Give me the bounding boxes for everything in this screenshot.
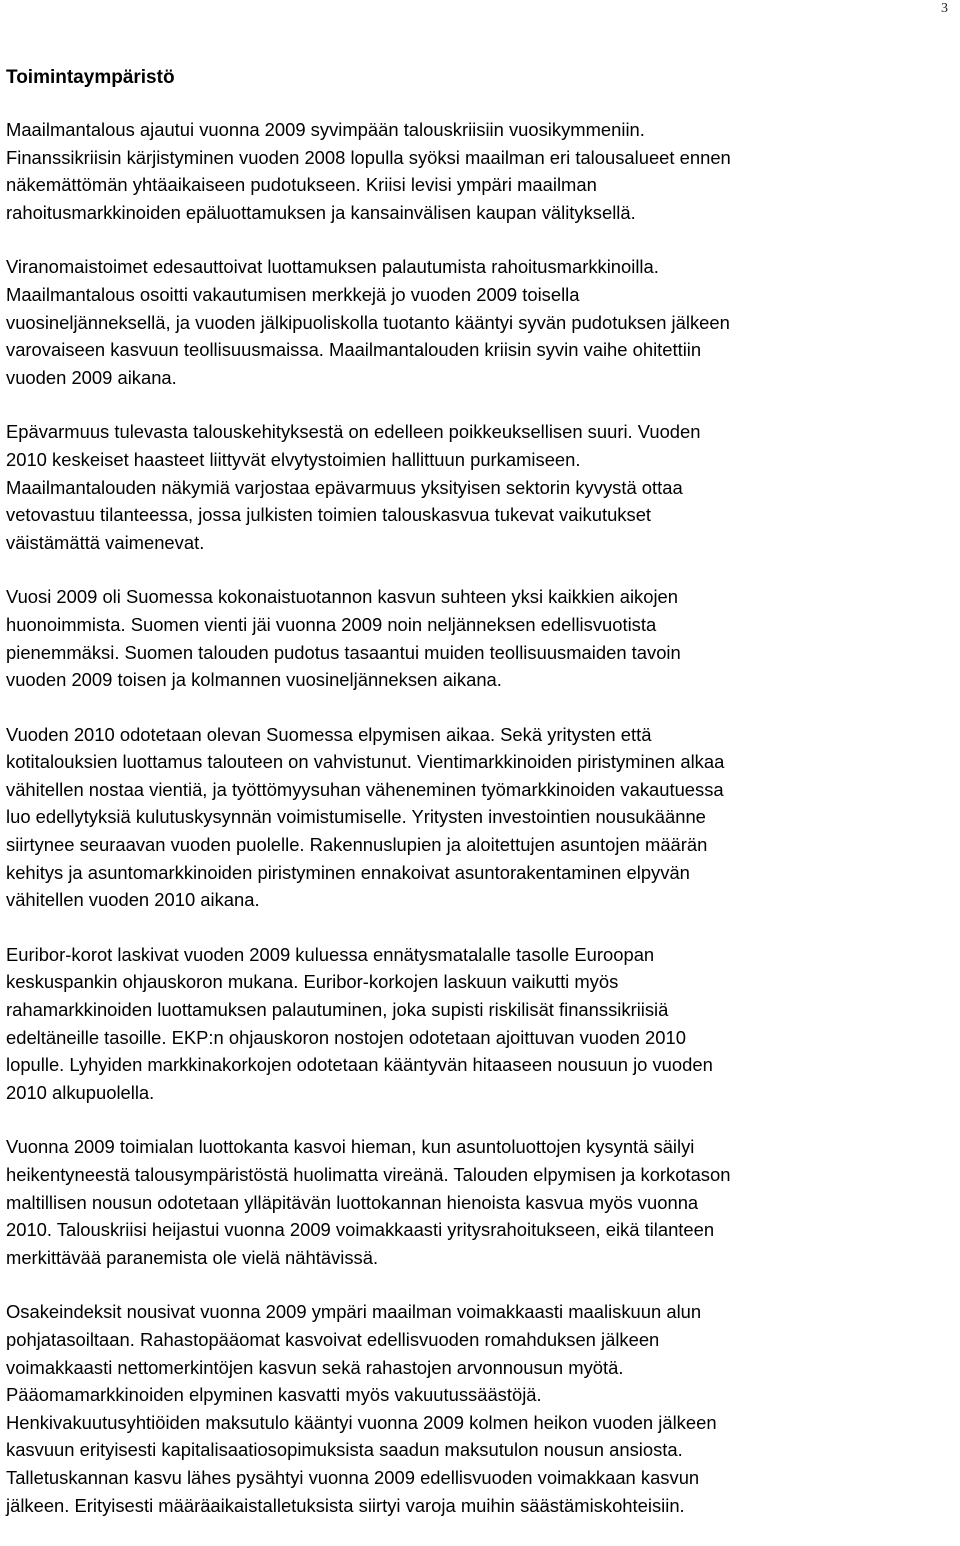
paragraph-line: Osakeindeksit nousivat vuonna 2009 ympäri maailman voimakkaasti maaliskuun alun [6, 1301, 702, 1323]
paragraph-line: vähitellen nostaa vientiä, ja työttömyysuhan väheneminen työmarkkinoiden vakautuessa [6, 778, 724, 800]
paragraph-line: Finanssikriisin kärjistyminen vuoden 2008 lopulla syöksi maailman eri talousalueet ennen [6, 146, 731, 168]
paragraph-line: lopulle. Lyhyiden markkinakorkojen odotetaan kääntyvän hitaaseen nousuun jo vuoden [6, 1054, 713, 1076]
paragraph-line: Vuosi 2009 oli Suomessa kokonaistuotannon kasvun suhteen yksi kaikkien aikojen [6, 586, 679, 608]
paragraph [6, 418, 954, 556]
paragraph-line: vähitellen vuoden 2010 aikana. [6, 889, 260, 911]
paragraph [6, 721, 954, 914]
paragraph-line: kasvuun erityisesti kapitalisaatiosopimuksista saadun maksutulon nousun ansiosta. [6, 1439, 683, 1461]
paragraph-line: vuosineljänneksellä, ja vuoden jälkipuoliskolla tuotanto kääntyi syvän pudotuksen jälkeen [6, 311, 730, 333]
paragraph-line: kotitalouksien luottamus talouteen on vahvistunut. Vientimarkkinoiden piristyminen alkaa [6, 751, 725, 773]
paragraph-line: rahoitusmarkkinoiden epäluottamuksen ja kansainvälisen kaupan välityksellä. [6, 201, 636, 223]
paragraph-line: Maailmantalouden näkymiä varjostaa epävarmuus yksityisen sektorin kyvystä ottaa [6, 476, 683, 498]
paragraph-line: rahamarkkinoiden luottamuksen palautuminen, joka supisti riskilisät finanssikriisiä [6, 999, 669, 1021]
paragraph-line: Epävarmuus tulevasta talouskehityksestä on edelleen poikkeuksellisen suuri. Vuoden [6, 421, 701, 443]
paragraph-line: Maailmantalous osoitti vakautumisen merkkejä jo vuoden 2009 toisella [6, 283, 580, 305]
paragraph-line: Pääomamarkkinoiden elpyminen kasvatti myös vakuutussäästöjä. [6, 1384, 542, 1406]
paragraph-list [6, 116, 954, 1519]
paragraph [6, 941, 954, 1107]
paragraph-line: siirtynee seuraavan vuoden puolelle. Rakennuslupien ja aloitettujen asuntojen määrän [6, 834, 708, 856]
paragraph-line: Talletuskannan kasvu lähes pysähtyi vuonna 2009 edellisvuoden voimakkaan kasvun [6, 1466, 700, 1488]
paragraph-line: voimakkaasti nettomerkintöjen kasvun sekä rahastojen arvonnousun myötä. [6, 1356, 624, 1378]
paragraph-line: vuoden 2009 toisen ja kolmannen vuosineljänneksen aikana. [6, 669, 502, 691]
paragraph-line: vetovastuu tilanteessa, jossa julkisten toimien talouskasvua tukevat vaikutukset [6, 504, 652, 526]
paragraph-line: 2010 keskeiset haasteet liittyvät elvytystoimien hallittuun purkamiseen. [6, 448, 581, 470]
paragraph-line: 2010 alkupuolella. [6, 1081, 155, 1103]
paragraph-line: merkittävää paranemista ole vielä nähtävissä. [6, 1246, 379, 1268]
paragraph [6, 1133, 954, 1271]
paragraph-line: 2010. Talouskriisi heijastui vuonna 2009 voimakkaasti yritysrahoitukseen, eikä tilanteen [6, 1219, 715, 1241]
paragraph-line: huonoimmista. Suomen vienti jäi vuonna 2009 noin neljänneksen edellisvuotista [6, 613, 657, 635]
document-body [6, 64, 954, 1546]
paragraph-line: Euribor-korot laskivat vuoden 2009 kuluessa ennätysmatalalle tasolle Euroopan [6, 943, 655, 965]
paragraph-line: pienemmäksi. Suomen talouden pudotus tasaantui muiden teollisuusmaiden tavoin [6, 641, 681, 663]
section-title: Toimintaympäristö [6, 67, 175, 88]
paragraph-line: vuoden 2009 aikana. [6, 366, 177, 388]
paragraph-line: Vuonna 2009 toimialan luottokanta kasvoi hieman, kun asuntoluottojen kysyntä säilyi [6, 1136, 695, 1158]
paragraph [6, 1298, 954, 1519]
paragraph [6, 116, 954, 226]
paragraph-line: maltillisen nousun odotetaan ylläpitävän luottokannan hienoista kasvua myös vuonna [6, 1191, 699, 1213]
paragraph-line: keskuspankin ohjauskoron mukana. Euribor-korkojen laskuun vaikutti myös [6, 971, 619, 993]
paragraph [6, 583, 954, 693]
paragraph [6, 253, 954, 391]
paragraph-line: Viranomaistoimet edesauttoivat luottamuksen palautumista rahoitusmarkkinoilla. [6, 256, 659, 278]
paragraph-line: kehitys ja asuntomarkkinoiden piristyminen ennakoivat asuntorakentaminen elpyvän [6, 861, 690, 883]
paragraph-line: näkemättömän yhtäaikaiseen pudotukseen. Kriisi levisi ympäri maailman [6, 174, 597, 196]
paragraph-line: luo edellytyksiä kulutuskysynnän voimistumiselle. Yritysten investointien nousukäänne [6, 806, 706, 828]
paragraph-line: heikentyneestä talousympäristöstä huolimatta vireänä. Talouden elpymisen ja korkotason [6, 1164, 731, 1185]
paragraph-line: varovaiseen kasvuun teollisuusmaissa. Maailmantalouden kriisin syvin vaihe ohitettiin [6, 339, 702, 361]
page-number: 3 [941, 1, 948, 16]
paragraph-line: Henkivakuutusyhtiöiden maksutulo kääntyi vuonna 2009 kolmen heikon vuoden jälkeen [6, 1411, 717, 1433]
paragraph-line: väistämättä vaimenevat. [6, 531, 205, 553]
paragraph-line: Maailmantalous ajautui vuonna 2009 syvimpään talouskriisiin vuosikymmeniin. [6, 119, 645, 140]
paragraph-line: edeltäneille tasoille. EKP:n ohjauskoron nostojen odotetaan ajoittuvan vuoden 2010 [6, 1026, 686, 1048]
paragraph-line: jälkeen. Erityisesti määräaikaistalletuksista siirtyi varoja muihin säästämiskohteisiin. [6, 1494, 685, 1516]
paragraph-line: pohjatasoiltaan. Rahastopääomat kasvoivat edellisvuoden romahduksen jälkeen [6, 1328, 660, 1350]
paragraph-line: Vuoden 2010 odotetaan olevan Suomessa elpymisen aikaa. Sekä yritysten että [6, 723, 652, 745]
